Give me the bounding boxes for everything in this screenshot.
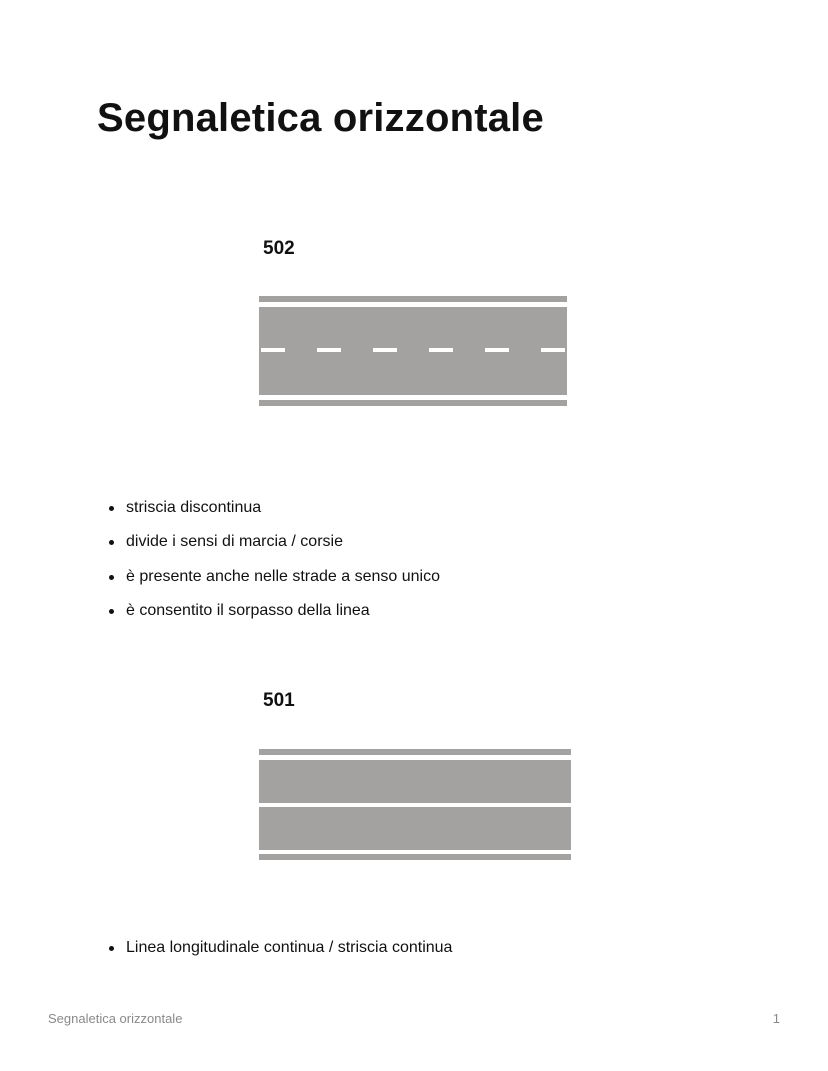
sign-code-502: 502 — [263, 238, 295, 259]
list-item: striscia discontinua — [108, 498, 440, 532]
road-edge-bottom — [259, 854, 571, 860]
road-edge-top — [259, 296, 567, 302]
road-lane-upper — [259, 760, 571, 803]
sign-code-501: 501 — [263, 690, 295, 711]
list-item: è consentito il sorpasso della linea — [108, 601, 440, 635]
page-title: Segnaletica orizzontale — [97, 96, 544, 140]
road-lane-lower — [259, 807, 571, 850]
bullet-list-501 — [108, 938, 452, 972]
dash — [485, 348, 509, 352]
list-item: divide i sensi di marcia / corsie — [108, 532, 440, 566]
dash — [541, 348, 565, 352]
road-diagram-dashed-line — [259, 296, 567, 408]
dash — [317, 348, 341, 352]
dash — [373, 348, 397, 352]
road-diagram-solid-line — [259, 748, 571, 861]
road-surface — [259, 307, 567, 395]
footer-title: Segnaletica orizzontale — [48, 1011, 183, 1026]
road-edge-bottom — [259, 400, 567, 406]
page-number: 1 — [772, 1011, 780, 1026]
dash — [261, 348, 285, 352]
bullet-list-502 — [108, 498, 440, 635]
list-item: è presente anche nelle strade a senso unico — [108, 567, 440, 601]
road-edge-top — [259, 749, 571, 755]
dash — [429, 348, 453, 352]
list-item: Linea longitudinale continua / striscia continua — [108, 938, 452, 972]
